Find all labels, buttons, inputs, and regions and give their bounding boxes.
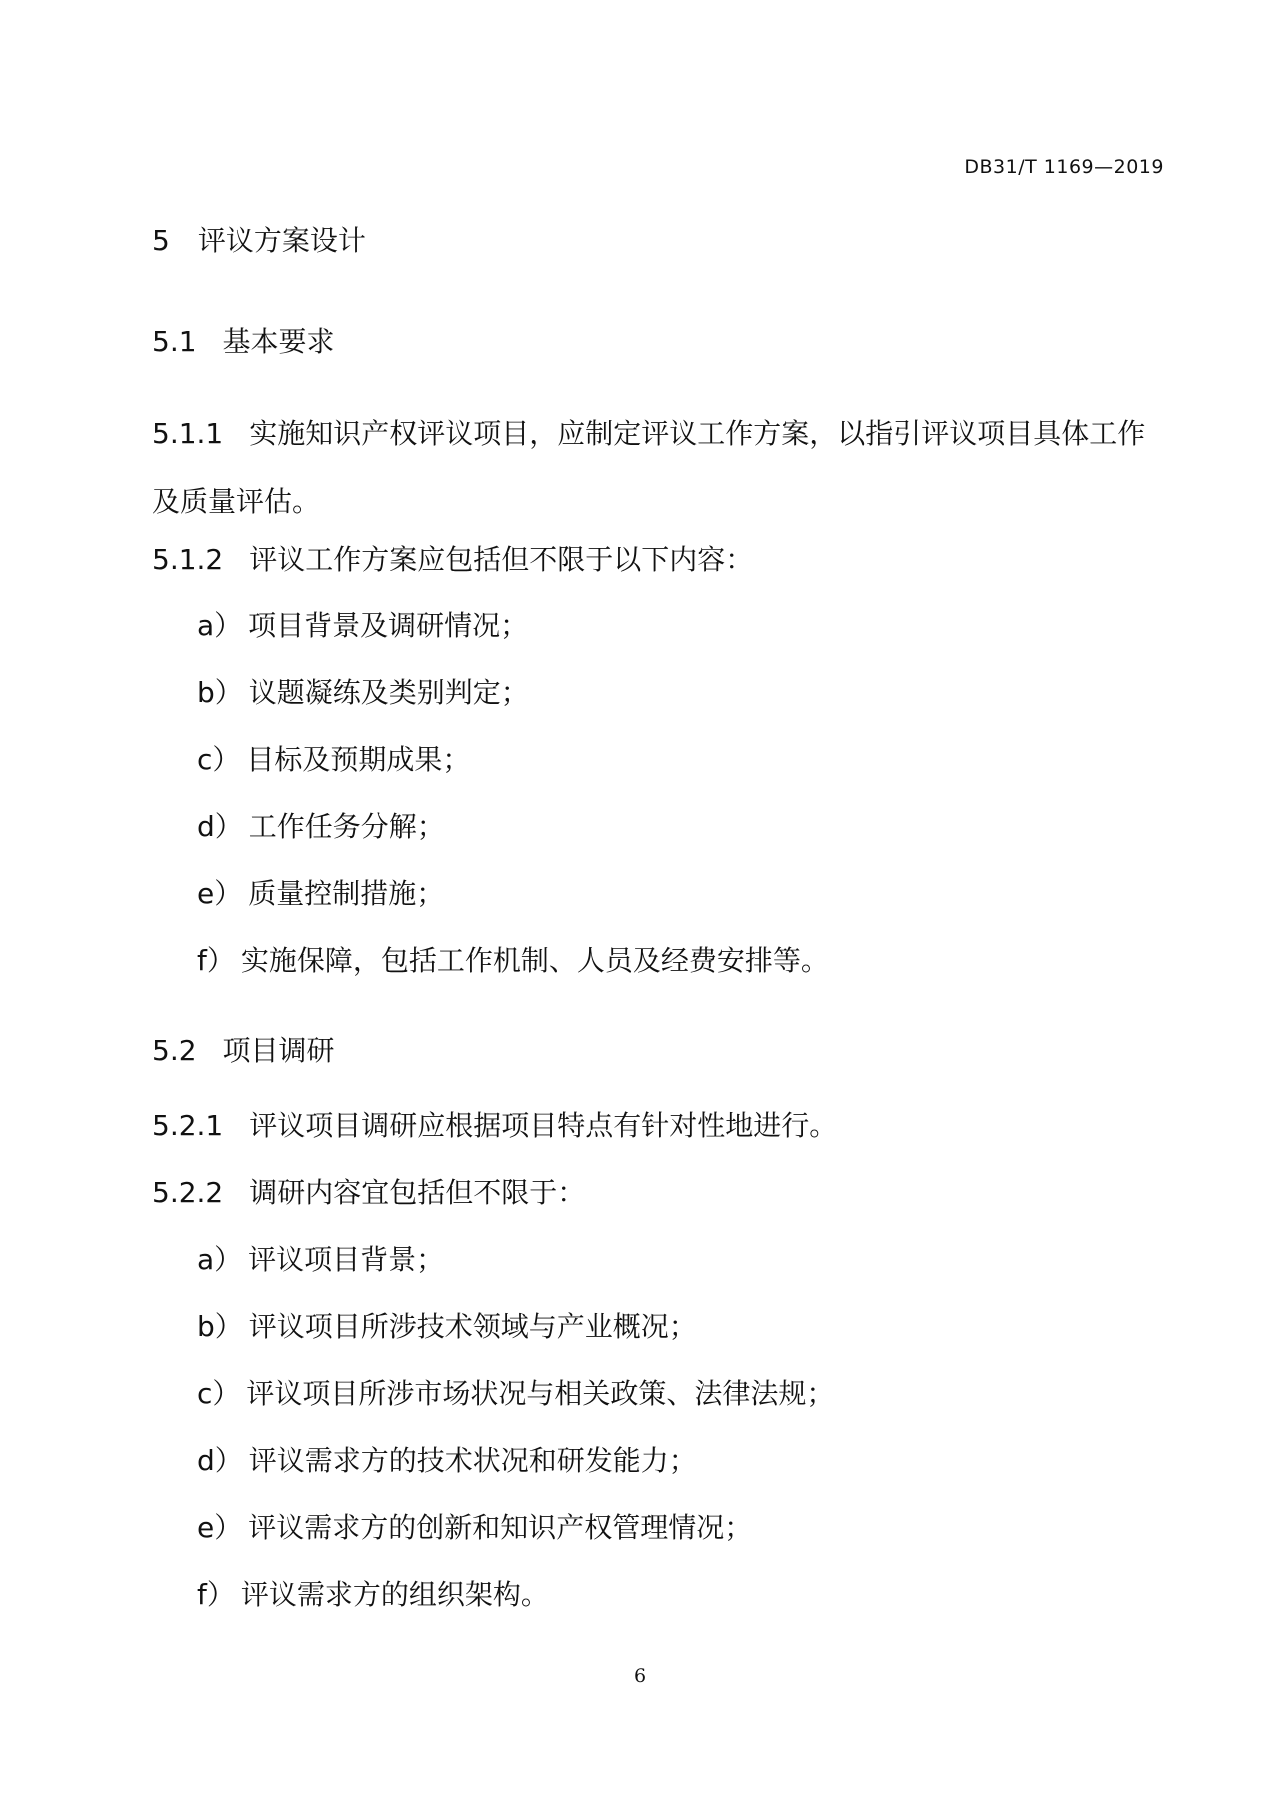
clause-number: 5.1.1 xyxy=(152,417,224,450)
section-number: 5.2 xyxy=(152,1034,197,1067)
clause-5-1-1 xyxy=(152,400,1162,536)
page-number: 6 xyxy=(633,1665,647,1687)
list-label: d） xyxy=(197,810,243,843)
list-text: 项目背景及调研情况； xyxy=(248,609,529,642)
section-title: 项目调研 xyxy=(222,1034,335,1067)
list-text: 实施保障，包括工作机制、人员及经费安排等。 xyxy=(240,944,829,977)
list-text: 评议需求方的创新和知识产权管理情况； xyxy=(248,1511,753,1544)
list-label: b） xyxy=(197,676,243,709)
clause-text: 评议工作方案应包括但不限于以下内容： xyxy=(249,543,754,576)
section-title: 评议方案设计 xyxy=(197,224,366,257)
list-label: a） xyxy=(197,1243,243,1276)
clause-text: 调研内容宜包括但不限于： xyxy=(249,1176,586,1209)
list-item xyxy=(197,1510,752,1546)
list-item xyxy=(197,1309,697,1345)
list-item xyxy=(197,1242,444,1278)
clause-number: 5.1.2 xyxy=(152,543,224,576)
list-text: 评议需求方的组织架构。 xyxy=(240,1578,549,1611)
list-text: 目标及预期成果； xyxy=(246,743,471,776)
clause-number: 5.2.1 xyxy=(152,1109,224,1142)
standard-code: DB31/T 1169—2019 xyxy=(964,156,1164,178)
list-label: c） xyxy=(197,743,241,776)
list-label: c） xyxy=(197,1377,241,1410)
clause-text: 实施知识产权评议项目，应制定评议工作方案，以指引评议项目具体工作及质量评估。 xyxy=(152,417,1146,518)
list-label: b） xyxy=(197,1310,243,1343)
list-text: 工作任务分解； xyxy=(248,810,445,843)
list-item xyxy=(197,809,445,845)
list-text: 评议需求方的技术状况和研发能力； xyxy=(248,1444,697,1477)
section-title: 基本要求 xyxy=(222,325,335,358)
list-text: 评议项目所涉市场状况与相关政策、法律法规； xyxy=(246,1377,835,1410)
section-number: 5 xyxy=(152,224,170,257)
list-label: e） xyxy=(197,1511,243,1544)
section-5-2-heading xyxy=(152,1033,335,1069)
list-text: 评议项目背景； xyxy=(248,1243,445,1276)
section-number: 5.1 xyxy=(152,325,197,358)
list-label: d） xyxy=(197,1444,243,1477)
list-item xyxy=(197,608,528,644)
list-label: f） xyxy=(197,944,235,977)
list-item xyxy=(197,1577,549,1613)
list-item xyxy=(197,742,470,778)
list-item xyxy=(197,1376,834,1412)
clause-5-2-1 xyxy=(152,1108,837,1144)
list-text: 议题凝练及类别判定； xyxy=(248,676,529,709)
clause-number: 5.2.2 xyxy=(152,1176,224,1209)
list-item xyxy=(197,876,444,912)
clause-text: 评议项目调研应根据项目特点有针对性地进行。 xyxy=(249,1109,838,1142)
section-5-heading xyxy=(152,223,366,259)
section-5-1-heading xyxy=(152,324,335,360)
clause-5-1-2 xyxy=(152,542,753,578)
list-item xyxy=(197,943,829,979)
clause-5-2-2 xyxy=(152,1175,585,1211)
list-label: e） xyxy=(197,877,243,910)
list-label: f） xyxy=(197,1578,235,1611)
list-item xyxy=(197,675,529,711)
list-item xyxy=(197,1443,697,1479)
list-label: a） xyxy=(197,609,243,642)
list-text: 评议项目所涉技术领域与产业概况； xyxy=(248,1310,697,1343)
list-text: 质量控制措施； xyxy=(248,877,445,910)
